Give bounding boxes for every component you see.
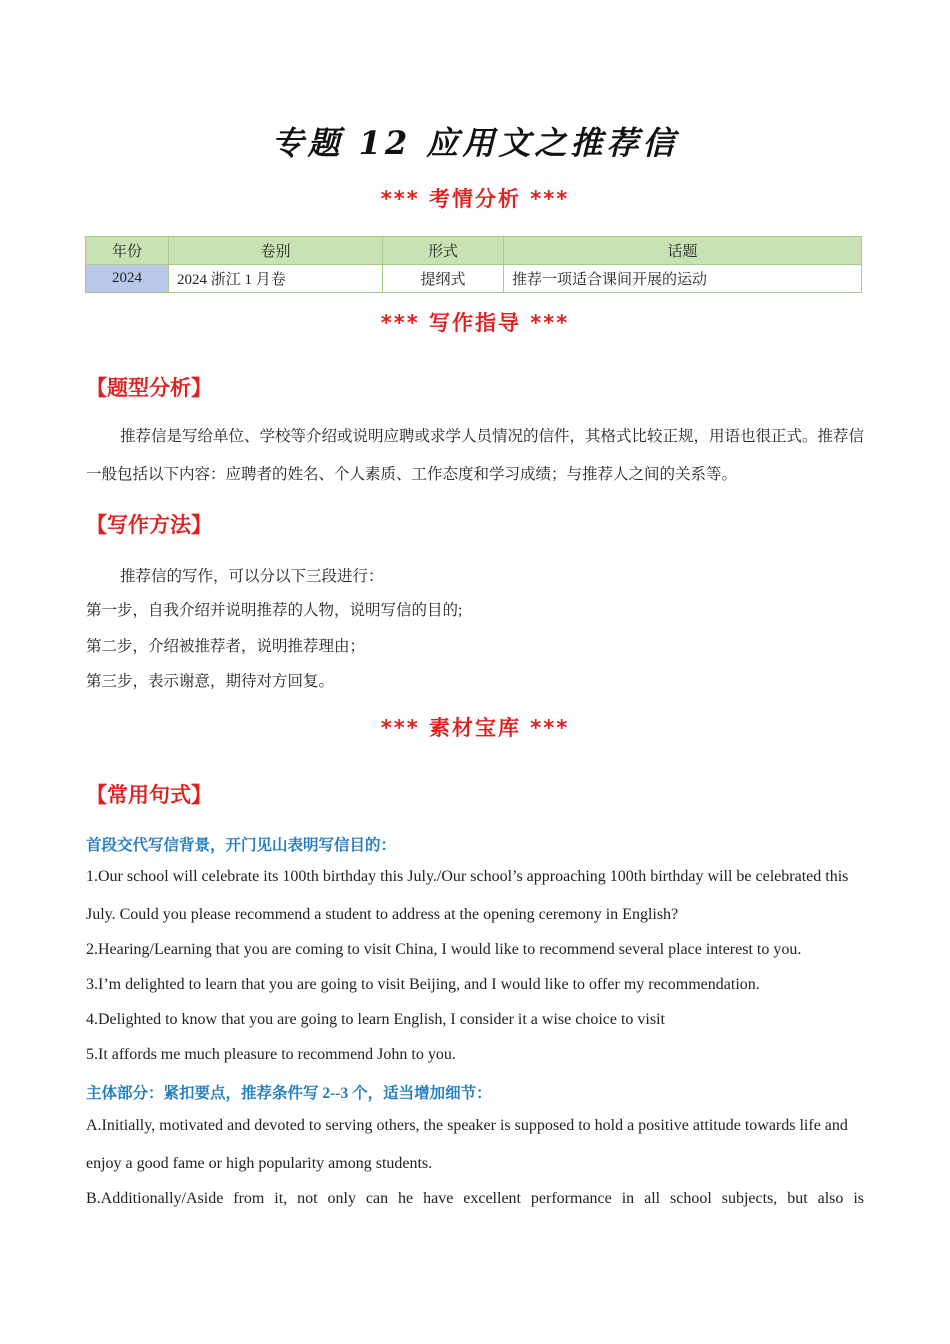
table-cell: 推荐一项适合课间开展的运动 — [504, 265, 862, 293]
sentence-2: 2.Hearing/Learning that you are coming to visit China, I would like to recommend several place interest to you. — [86, 941, 802, 958]
heading-common-sentences: 【常用句式】 — [86, 783, 212, 807]
heading-type-analysis: 【题型分析】 — [86, 376, 212, 400]
method-step-3: 第三步，表示谢意，期待对方回复。 — [86, 673, 335, 690]
table-cell: 提纲式 — [383, 265, 504, 293]
sentence-5: 5.It affords me much pleasure to recommend John to you. — [86, 1046, 456, 1063]
body-label: 主体部分：紧扣要点，推荐条件写 2--3 个，适当增加细节： — [86, 1085, 492, 1102]
method-step-1: 第一步，自我介绍并说明推荐的人物，说明写信的目的; — [86, 602, 463, 619]
sentence-a: A.Initially, motivated and devoted to serving others, the speaker is supposed to hold a positive attitude towards life and enjoy a good fame or high popularity among students. — [86, 1117, 848, 1172]
banner-materials: *** 素材宝库 *** — [380, 716, 570, 740]
sentence-3: 3.I’m delighted to learn that you are going to visit Beijing, and I would like to offer my recommendation. — [86, 976, 760, 993]
banner-analysis: *** 考情分析 *** — [380, 187, 570, 211]
table-row — [86, 265, 862, 293]
table-cell: 2024 浙江 1 月卷 — [169, 265, 383, 293]
type-analysis-text: 推荐信是写给单位、学校等介绍或说明应聘或求学人员情况的信件，其格式比较正规，用语也很正式。推荐信一般包括以下内容：应聘者的姓名、个人素质、工作态度和学习成绩；与推荐人之间的关系等。 — [86, 428, 865, 483]
table-header: 话题 — [504, 237, 862, 265]
sentence-1: 1.Our school will celebrate its 100th birthday this July./Our school’s approaching 100th birthday will be celebrated this July. Could you please recommend a student to address at the opening ceremony in English? — [86, 868, 849, 923]
sentence-b: B.Additionally/Aside from it, not only can he have excellent performance in all school subjects, but also is — [86, 1190, 864, 1207]
opening-label: 首段交代写信背景，开门见山表明写信目的： — [86, 837, 397, 854]
table-cell: 2024 — [86, 265, 169, 293]
method-intro: 推荐信的写作，可以分以下三段进行： — [120, 568, 384, 585]
method-step-2: 第二步，介绍被推荐者，说明推荐理由； — [86, 638, 366, 655]
table-header: 年份 — [86, 237, 169, 265]
document-title: 专题 12 应用文之推荐信 — [271, 124, 679, 162]
banner-guide: *** 写作指导 *** — [380, 311, 570, 335]
exam-info-table — [85, 236, 862, 293]
heading-method: 【写作方法】 — [86, 513, 212, 537]
table-header: 卷别 — [169, 237, 383, 265]
table-header-row — [86, 237, 862, 265]
table-header: 形式 — [383, 237, 504, 265]
sentence-4: 4.Delighted to know that you are going to learn English, I consider it a wise choice to visit — [86, 1011, 665, 1028]
